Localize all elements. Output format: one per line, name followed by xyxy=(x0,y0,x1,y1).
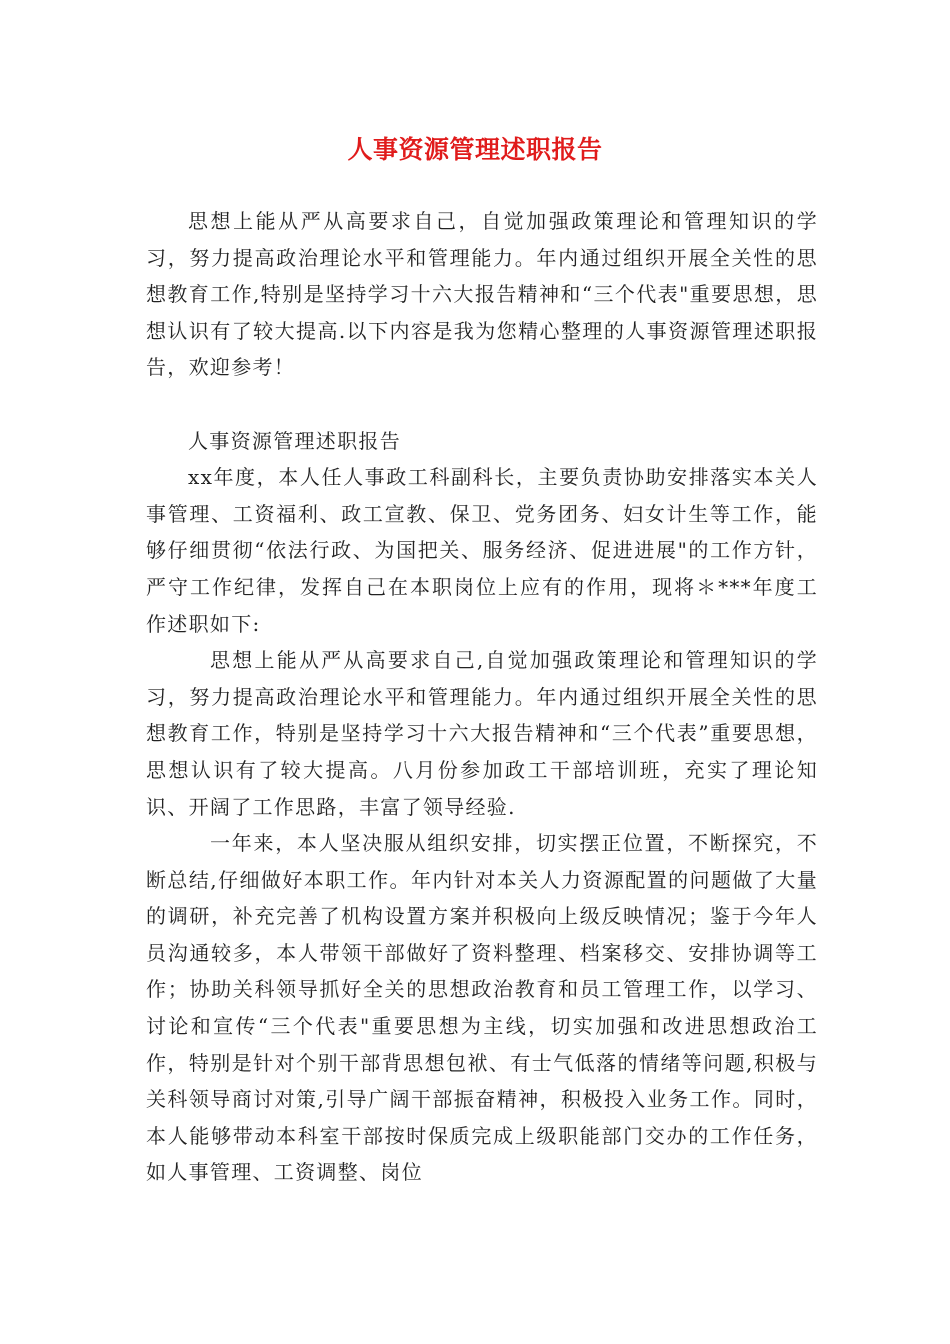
report-subtitle: 人事资源管理述职报告 xyxy=(188,428,401,453)
intro-paragraph: 思想上能从严从高要求自己，自觉加强政策理论和管理知识的学习，努力提高政治理论水平和管理能力。年内通过组织开展全关性的思想教育工作,特别是坚持学习十六大报告精神和“三个代表"重要思想，思想认识有了较大提高.以下内容是我为您精心整理的人事资源管理述职报告，欢迎参考！ xyxy=(146,209,818,380)
body-paragraph-2: 思想上能从严从高要求自己,自觉加强政策理论和管理知识的学习，努力提高政治理论水平和管理能力。年内通过组织开展全关性的思想教育工作，特别是坚持学习十六大报告精神和“三个代表”重要思想，思想认识有了较大提高。八月份参加政工干部培训班，充实了理论知识、开阔了工作思路，丰富了领导经验. xyxy=(146,648,818,819)
body-paragraph-1: xx年度，本人任人事政工科副科长，主要负责协助安排落实本关人事管理、工资福利、政工宣教、保卫、党务团务、妇女计生等工作，能够仔细贯彻“依法行政、为国把关、服务经济、促进进展"的工作方针，严守工作纪律，发挥自己在本职岗位上应有的作用，现将＊***年度工作述职如下: xyxy=(146,465,818,636)
document-title: 人事资源管理述职报告 xyxy=(347,135,603,164)
paragraph-spacer xyxy=(146,386,818,423)
document-body xyxy=(146,203,818,1191)
body-paragraph-3: 一年来，本人坚决服从组织安排，切实摆正位置，不断探究，不断总结,仔细做好本职工作。年内针对本关人力资源配置的问题做了大量的调研，补充完善了机构设置方案并积极向上级反映情况；鉴于今年人员沟通较多，本人带领干部做好了资料整理、档案移交、安排协调等工作；协助关科领导抓好全关的思想政治教育和员工管理工作，以学习、讨论和宣传“三个代表"重要思想为主线，切实加强和改进思想政治工作，特别是针对个别干部背思想包袱、有士气低落的情绪等问题,积极与关科领导商讨对策,引导广阔干部振奋精神，积极投入业务工作。同时，本人能够带动本科室干部按时保质完成上级职能部门交办的工作任务，如人事管理、工资调整、岗位 xyxy=(146,831,818,1185)
